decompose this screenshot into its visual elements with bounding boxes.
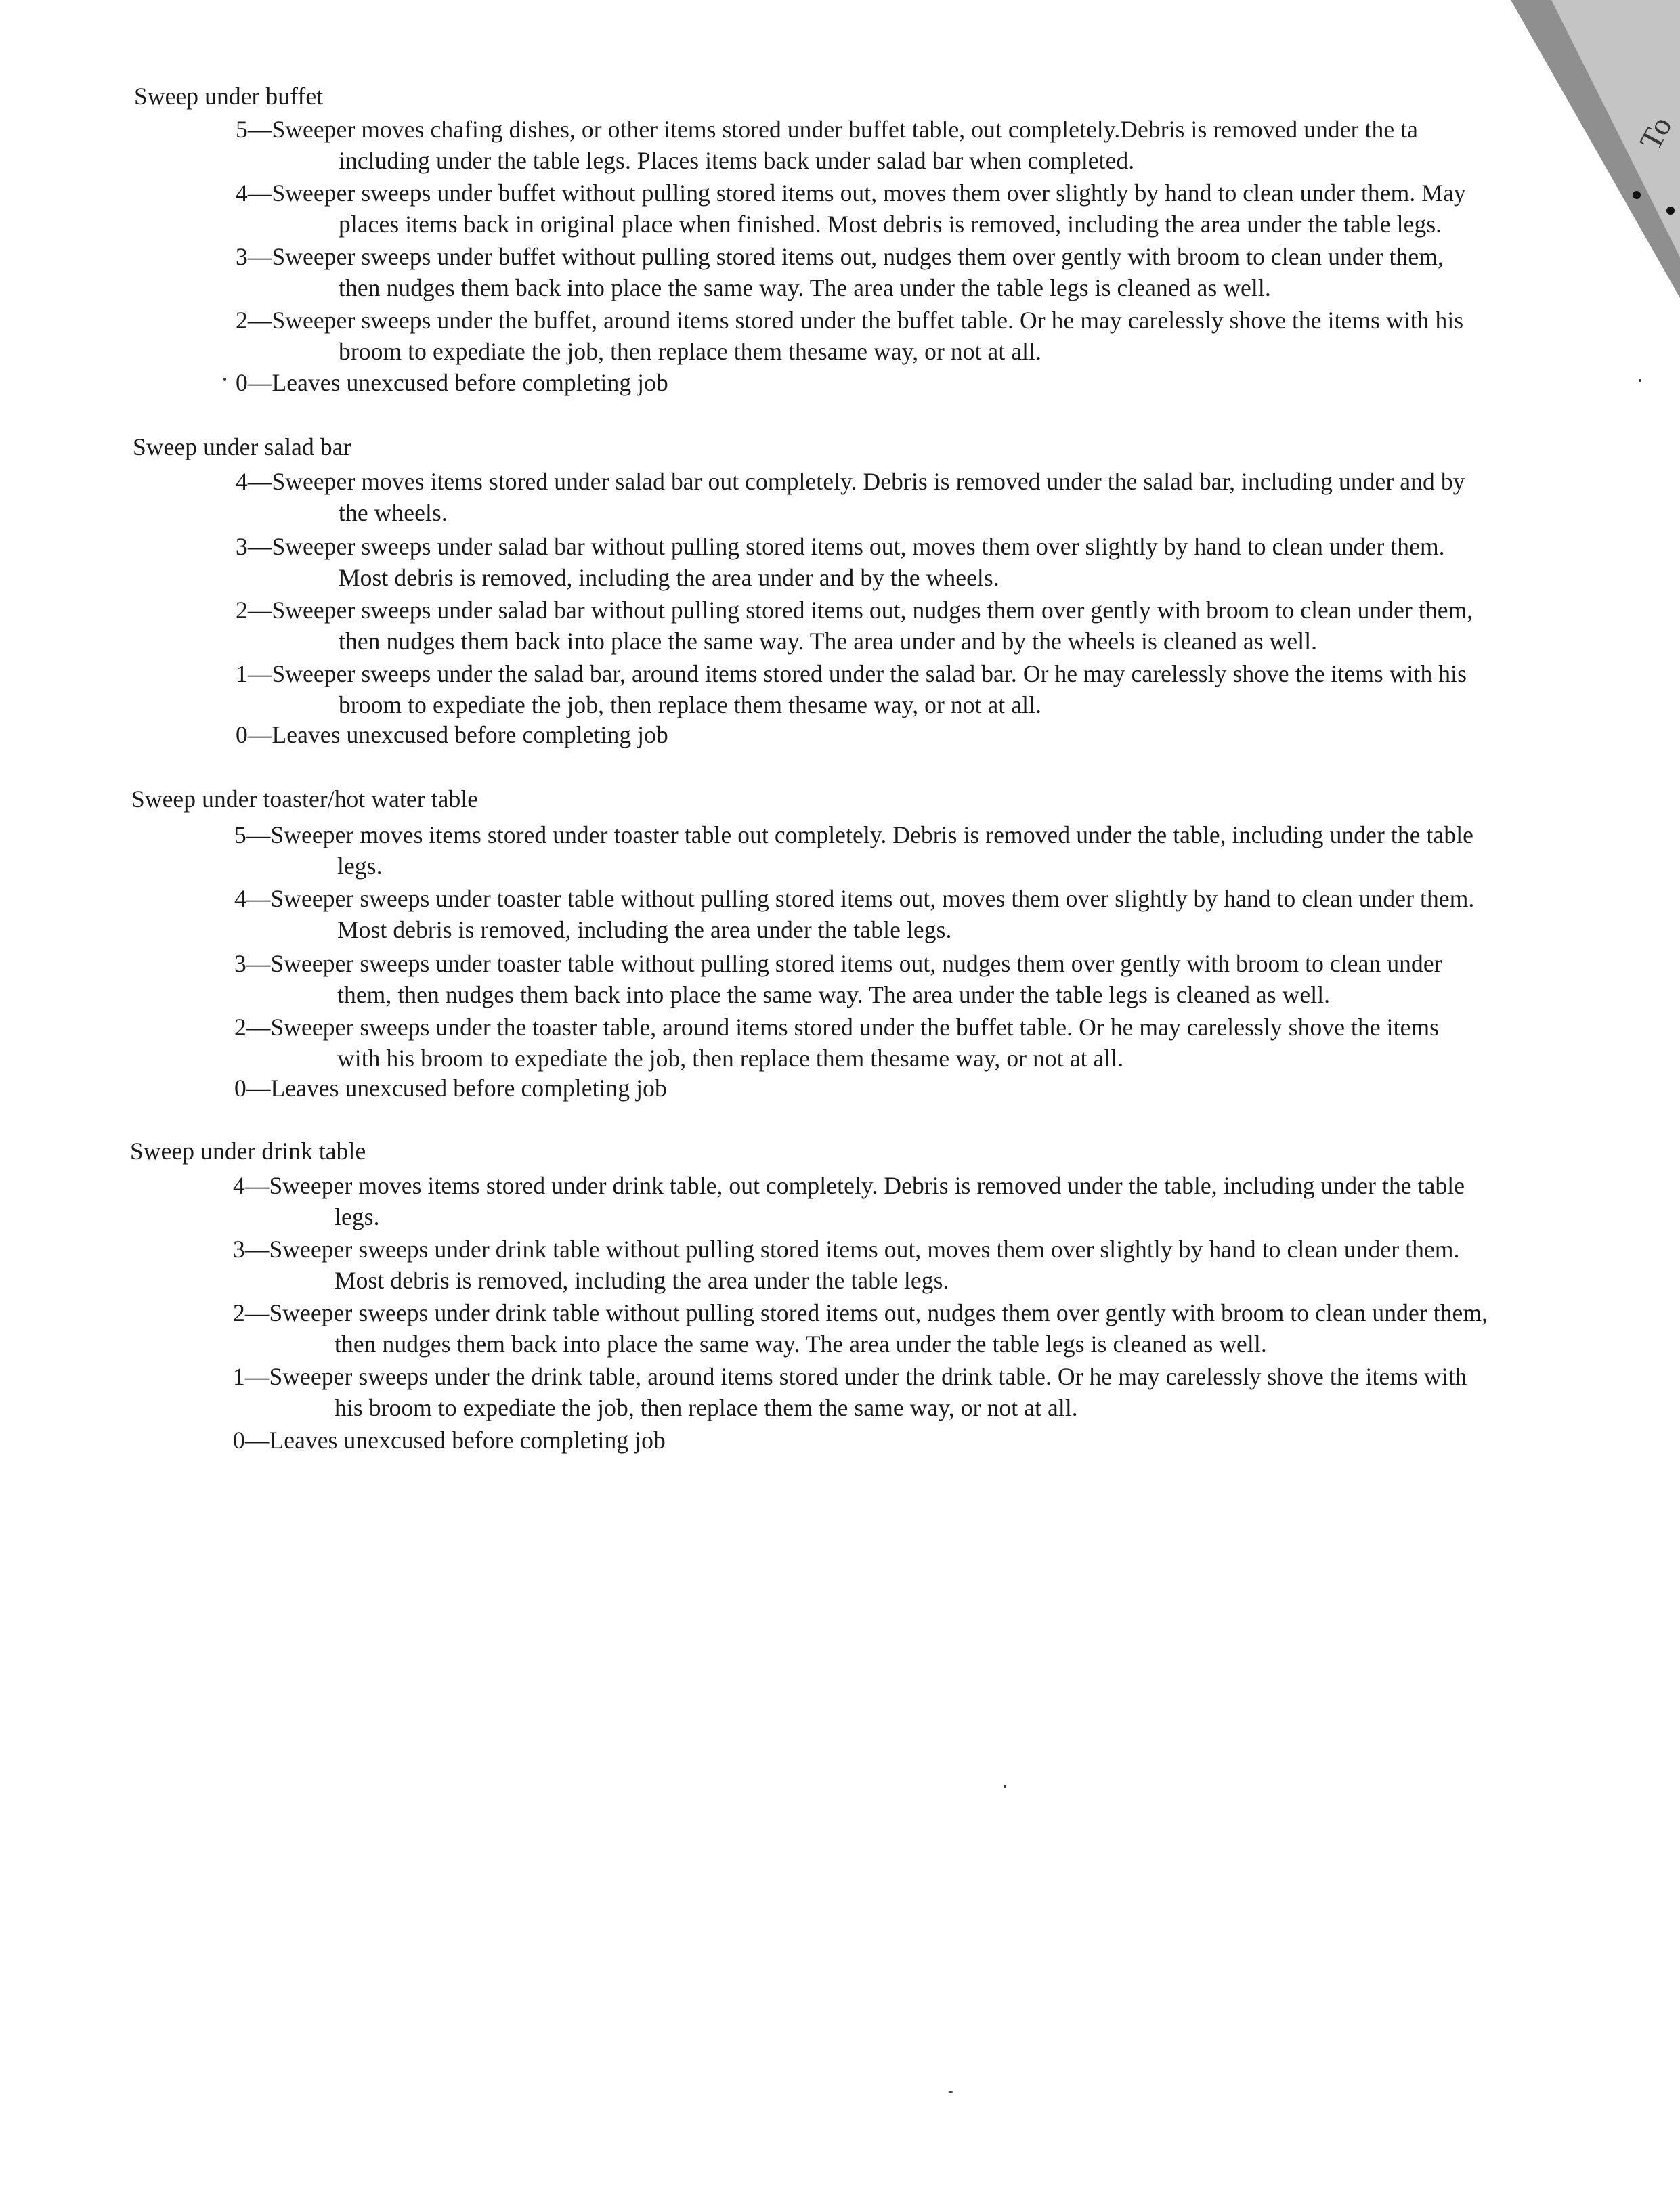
rubric-item: 2—Sweeper sweeps under the buffet, around items stored under the buffet table. Or he may carelessly shove the items with his — [236, 307, 1464, 334]
rubric-item: 1—Sweeper sweeps under the drink table, around items stored under the drink table. Or he may carelessly shove the items with — [233, 1363, 1467, 1390]
rubric-item: 1—Sweeper sweeps under the salad bar, around items stored under the salad bar. Or he may carelessly shove the items with his — [236, 660, 1467, 687]
rubric-item: 5—Sweeper moves items stored under toaster table out completely. Debris is removed under the table, including under the table — [234, 821, 1474, 848]
rubric-item: 4—Sweeper sweeps under buffet without pulling stored items out, moves them over slightly by hand to clean under them. May — [236, 179, 1466, 207]
rubric-item: 0—Leaves unexcused before completing job — [236, 369, 668, 396]
rubric-item: 5—Sweeper moves chafing dishes, or other items stored under buffet table, out completely.Debris is removed under the ta — [236, 116, 1418, 143]
rubric-item-continuation: then nudges them back into place the same way. The area under the table legs is cleaned as well. — [335, 1330, 1267, 1358]
rubric-item: 2—Sweeper sweeps under the toaster table, around items stored under the buffet table. Or he may carelessly shove the items — [234, 1014, 1440, 1041]
rubric-item: 2—Sweeper sweeps under salad bar without pulling stored items out, nudges them over gently with broom to clean under them, — [236, 597, 1473, 624]
scan-speck — [948, 2091, 953, 2093]
section-title: Sweep under drink table — [130, 1138, 366, 1165]
rubric-item-continuation: Most debris is removed, including the area under the table legs. — [335, 1267, 949, 1294]
rubric-item-continuation: Most debris is removed, including the area under and by the wheels. — [339, 564, 999, 591]
rubric-item: 0—Leaves unexcused before completing job — [236, 721, 668, 748]
rubric-item-continuation: then nudges them back into place the same way. The area under and by the wheels is cleaned as well. — [339, 628, 1318, 655]
rubric-item-continuation: places items back in original place when finished. Most debris is removed, including the area under the table legs. — [339, 211, 1442, 238]
scan-speck — [223, 378, 226, 381]
rubric-item: 3—Sweeper sweeps under toaster table without pulling stored items out, nudges them over gently with broom to clean under — [234, 950, 1442, 977]
fold-dot — [1633, 191, 1641, 199]
scan-speck — [1639, 379, 1641, 382]
rubric-item-continuation: broom to expediate the job, then replace them thesame way, or not at all. — [339, 338, 1042, 365]
rubric-item-continuation: with his broom to expediate the job, then replace them thesame way, or not at all. — [337, 1045, 1124, 1072]
rubric-item: 4—Sweeper moves items stored under salad bar out completely. Debris is removed under the salad bar, including under and by — [236, 468, 1465, 495]
bleed-through-subheading — [731, 782, 740, 822]
rubric-item: 0—Leaves unexcused before completing job — [233, 1427, 666, 1454]
fold-dot — [1666, 207, 1675, 215]
rubric-item: 3—Sweeper sweeps under buffet without pulling stored items out, nudges them over gently with broom to clean under them, — [236, 243, 1444, 270]
rubric-item-continuation: them, then nudges them back into place the same way. The area under the table legs is cleaned as well. — [337, 981, 1331, 1008]
rubric-item-continuation: then nudges them back into place the same way. The area under the table legs is cleaned as well. — [339, 274, 1271, 301]
section-title: Sweep under buffet — [134, 83, 324, 110]
rubric-item: 3—Sweeper sweeps under drink table without pulling stored items out, moves them over slightly by hand to clean under them. — [233, 1236, 1460, 1263]
folded-corner-text: To — [1633, 110, 1679, 156]
rubric-item: 4—Sweeper moves items stored under drink table, out completely. Debris is removed under the table, including under the table — [233, 1172, 1465, 1199]
section-title: Sweep under toaster/hot water table — [131, 785, 479, 813]
rubric-item-continuation: the wheels. — [339, 499, 448, 526]
rubric-item: 4—Sweeper sweeps under toaster table without pulling stored items out, moves them over slightly by hand to clean under them. — [234, 885, 1475, 912]
rubric-item: 2—Sweeper sweeps under drink table without pulling stored items out, nudges them over gently with broom to clean under them, — [233, 1299, 1488, 1326]
rubric-item-continuation: including under the table legs. Places items back under salad bar when completed. — [339, 147, 1135, 174]
rubric-item-continuation: his broom to expediate the job, then replace them the same way, or not at all. — [335, 1394, 1078, 1421]
rubric-item-continuation: Most debris is removed, including the area under the table legs. — [337, 916, 952, 943]
scan-speck — [1004, 1785, 1006, 1788]
rubric-item-continuation: legs. — [335, 1203, 380, 1230]
rubric-item: 0—Leaves unexcused before completing job — [234, 1075, 667, 1102]
rubric-item: 3—Sweeper sweeps under salad bar without pulling stored items out, moves them over slightly by hand to clean under them. — [236, 533, 1445, 560]
rubric-item-continuation: legs. — [337, 852, 383, 880]
section-title: Sweep under salad bar — [133, 433, 351, 460]
rubric-item-continuation: broom to expediate the job, then replace them thesame way, or not at all. — [339, 691, 1042, 718]
